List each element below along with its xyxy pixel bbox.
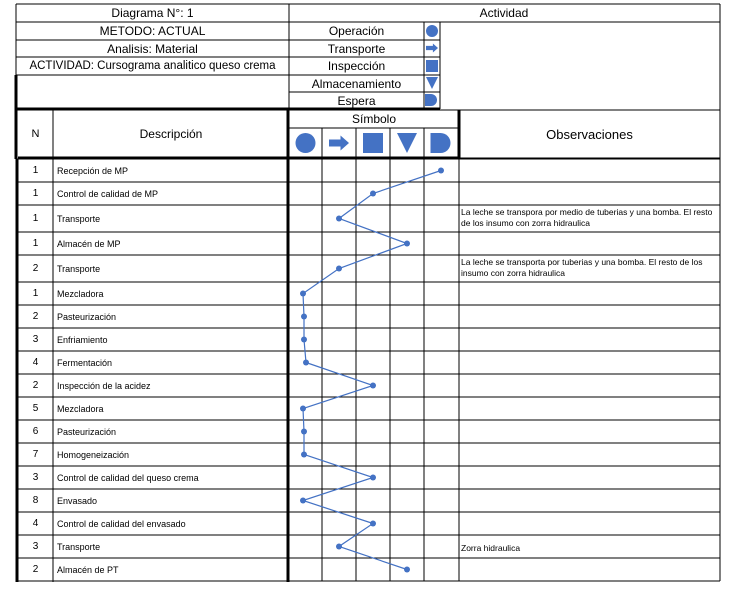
row-observation: La leche se transporta por tuberias y una bomba. El resto de los insumo con zorra hidraulica	[461, 257, 703, 278]
row-description: Recepción de MP	[57, 165, 129, 176]
row-description: Inspección de la acidez	[57, 380, 151, 391]
row-description: Transporte	[57, 263, 101, 274]
flow-point	[370, 191, 376, 197]
flow-point	[303, 360, 309, 366]
d-shape-icon	[425, 94, 437, 106]
row-number: 1	[32, 238, 39, 249]
legend-transport-label: Transporte	[327, 41, 386, 56]
row-description: Control de calidad del queso crema	[57, 472, 199, 483]
diagram-number: Diagrama N°: 1	[111, 6, 194, 20]
row-observation: La leche se transpora por medio de tuberias y una bomba. El resto de los insumo con zorra hidraulica	[461, 207, 713, 228]
row-number: 2	[32, 263, 39, 274]
triangle-icon	[426, 77, 438, 89]
legend-operation-label: Operación	[328, 24, 385, 38]
flow-point	[301, 314, 307, 320]
row-description: Envasado	[57, 495, 98, 506]
row-number: 6	[32, 426, 39, 437]
row-description: Almacén de MP	[57, 238, 121, 249]
row-description: Control de calidad del envasado	[57, 518, 186, 529]
activity-title: Actividad	[479, 6, 529, 20]
legend-inspection-label: Inspección	[327, 59, 386, 73]
row-description: Mezcladora	[57, 403, 104, 414]
row-description: Mezcladora	[57, 288, 104, 299]
column-header-observations: Observaciones	[546, 126, 633, 142]
row-description: Enfriamiento	[57, 334, 108, 345]
flow-point	[404, 567, 410, 573]
row-description: Pasteurización	[57, 426, 117, 437]
arrow-icon	[426, 44, 438, 53]
flow-point	[370, 521, 376, 527]
flow-point	[300, 406, 306, 412]
row-description: Transporte	[57, 213, 101, 224]
circle-icon	[426, 25, 438, 37]
row-description: Control de calidad de MP	[57, 188, 159, 199]
flow-line	[303, 171, 441, 570]
row-number: 1	[32, 213, 39, 224]
activity-description: ACTIVIDAD: Cursograma analitico queso crema	[29, 60, 276, 72]
d-shape-icon	[431, 133, 451, 153]
row-number: 7	[32, 449, 39, 460]
row-number: 2	[32, 380, 39, 391]
row-number: 2	[32, 564, 39, 575]
row-number: 1	[32, 165, 39, 176]
square-icon	[426, 60, 438, 72]
arrow-icon	[329, 136, 349, 151]
row-description: Fermentación	[57, 357, 113, 368]
legend-wait-label: Espera	[337, 93, 376, 108]
row-description: Homogeneización	[57, 449, 130, 460]
method-label: METODO: ACTUAL	[99, 24, 206, 38]
row-number: 3	[32, 541, 39, 552]
circle-icon	[296, 133, 316, 153]
row-number: 1	[32, 288, 39, 299]
row-number: 4	[32, 357, 39, 368]
flow-point	[301, 337, 307, 343]
triangle-icon	[397, 133, 417, 153]
flow-point	[438, 168, 444, 174]
square-icon	[363, 133, 383, 153]
flow-point	[370, 383, 376, 389]
flow-point	[370, 475, 376, 481]
row-number: 8	[32, 495, 39, 506]
row-description: Almacén de PT	[57, 564, 119, 575]
row-number: 5	[32, 403, 39, 414]
column-header-n: N	[31, 128, 40, 140]
flow-point	[300, 291, 306, 297]
flow-point	[336, 544, 342, 550]
column-header-description: Descripción	[139, 127, 203, 141]
column-header-symbol: Símbolo	[351, 112, 397, 126]
flow-point	[300, 498, 306, 504]
flow-point	[301, 429, 307, 435]
row-number: 1	[32, 188, 39, 199]
legend-storage-label: Almacenamiento	[311, 76, 402, 91]
row-number: 3	[32, 472, 39, 483]
row-description: Transporte	[57, 541, 101, 552]
row-number: 2	[32, 311, 39, 322]
row-number: 4	[32, 518, 39, 529]
row-description: Pasteurización	[57, 311, 117, 322]
row-number: 3	[32, 334, 39, 345]
analysis-label: Analisis: Material	[107, 41, 198, 56]
flow-point	[404, 241, 410, 247]
flow-point	[336, 266, 342, 272]
row-observation: Zorra hidraulica	[461, 543, 521, 553]
flow-point	[336, 216, 342, 222]
flow-point	[301, 452, 307, 458]
